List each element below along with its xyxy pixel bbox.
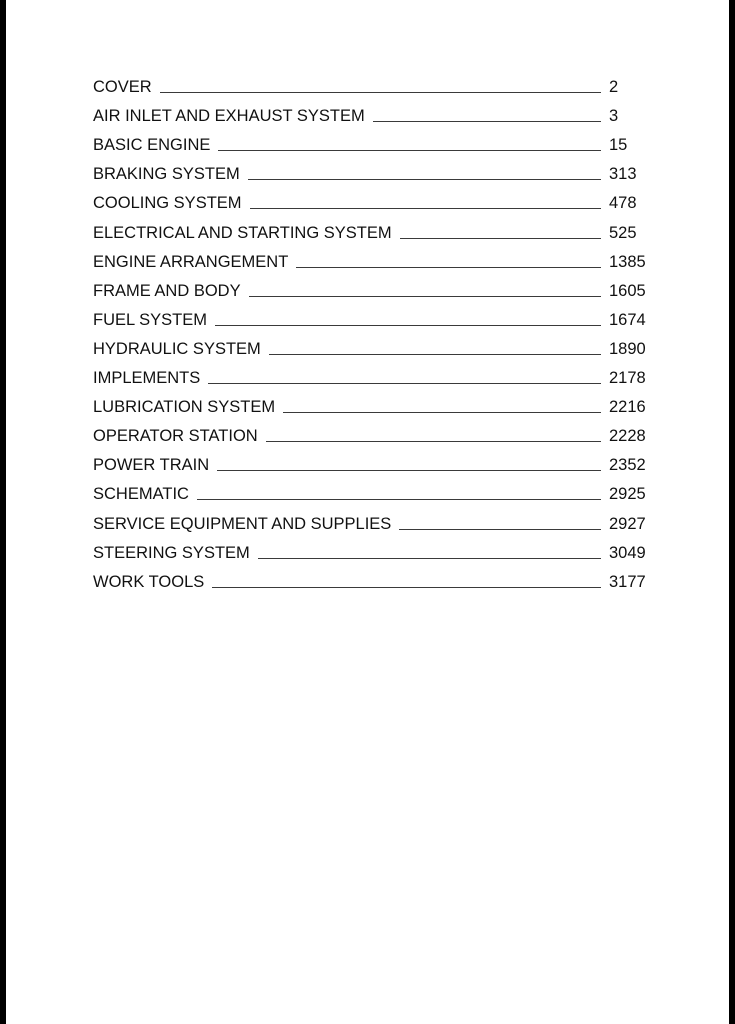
toc-entry-page-number[interactable]: 2925 <box>609 485 646 504</box>
toc-entry-title[interactable]: FRAME AND BODY <box>93 281 241 300</box>
toc-entry-page-number[interactable]: 2178 <box>609 369 646 388</box>
toc-entry-page-number[interactable]: 2228 <box>609 427 646 446</box>
toc-leader-line <box>212 587 601 588</box>
toc-entry-title[interactable]: ELECTRICAL AND STARTING SYSTEM <box>93 223 392 242</box>
toc-entry[interactable] <box>93 504 653 533</box>
toc-entry-page-number[interactable]: 3049 <box>609 543 646 562</box>
toc-leader-line <box>215 325 601 326</box>
toc-entry-title[interactable]: WORK TOOLS <box>93 572 205 591</box>
toc-leader-line <box>373 121 601 122</box>
toc-entry-title[interactable]: SCHEMATIC <box>93 485 189 504</box>
toc-leader-line <box>249 296 601 297</box>
toc-entry[interactable] <box>93 213 653 242</box>
toc-entry-title[interactable]: OPERATOR STATION <box>93 427 258 446</box>
toc-leader-line <box>250 208 601 209</box>
toc-entry-page-number[interactable]: 478 <box>609 194 637 213</box>
toc-leader-line <box>258 558 601 559</box>
toc-leader-line <box>269 354 601 355</box>
toc-entry[interactable] <box>93 68 653 97</box>
toc-leader-line <box>248 179 601 180</box>
toc-entry-title[interactable]: COVER <box>93 78 152 97</box>
toc-entry-title[interactable]: ENGINE ARRANGEMENT <box>93 252 289 271</box>
table-of-contents <box>93 68 653 592</box>
toc-entry-title[interactable]: HYDRAULIC SYSTEM <box>93 339 261 358</box>
toc-entry-title[interactable]: BRAKING SYSTEM <box>93 165 240 184</box>
toc-entry[interactable] <box>93 475 653 504</box>
toc-leader-line <box>217 470 601 471</box>
toc-leader-line <box>400 238 601 239</box>
toc-entry[interactable] <box>93 446 653 475</box>
toc-leader-line <box>208 383 601 384</box>
toc-entry[interactable] <box>93 330 653 359</box>
toc-entry[interactable] <box>93 243 653 272</box>
toc-entry-title[interactable]: COOLING SYSTEM <box>93 194 242 213</box>
toc-entry-title[interactable]: STEERING SYSTEM <box>93 543 250 562</box>
toc-entry-title[interactable]: AIR INLET AND EXHAUST SYSTEM <box>93 107 365 126</box>
toc-entry[interactable] <box>93 97 653 126</box>
toc-entry-title[interactable]: LUBRICATION SYSTEM <box>93 398 276 417</box>
toc-entry-page-number[interactable]: 2927 <box>609 514 646 533</box>
toc-entry-page-number[interactable]: 2352 <box>609 456 646 475</box>
toc-entry-page-number[interactable]: 3177 <box>609 572 646 591</box>
toc-entry[interactable] <box>93 563 653 592</box>
toc-entry-title[interactable]: SERVICE EQUIPMENT AND SUPPLIES <box>93 514 392 533</box>
toc-leader-line <box>266 441 601 442</box>
toc-entry-page-number[interactable]: 15 <box>609 136 628 155</box>
toc-leader-line <box>283 412 601 413</box>
toc-entry[interactable] <box>93 184 653 213</box>
document-page <box>6 0 729 1024</box>
toc-entry-page-number[interactable]: 1674 <box>609 310 646 329</box>
toc-entry[interactable] <box>93 417 653 446</box>
toc-leader-line <box>399 529 601 530</box>
toc-entry[interactable] <box>93 388 653 417</box>
toc-leader-line <box>160 92 601 93</box>
toc-entry-title[interactable]: POWER TRAIN <box>93 456 210 475</box>
toc-entry[interactable] <box>93 272 653 301</box>
toc-entry-title[interactable]: IMPLEMENTS <box>93 369 201 388</box>
toc-entry-page-number[interactable]: 1385 <box>609 252 646 271</box>
toc-entry[interactable] <box>93 534 653 563</box>
toc-leader-line <box>197 499 601 500</box>
toc-entry-page-number[interactable]: 1890 <box>609 339 646 358</box>
toc-entry-page-number[interactable]: 313 <box>609 165 637 184</box>
toc-entry[interactable] <box>93 155 653 184</box>
toc-entry-title[interactable]: BASIC ENGINE <box>93 136 211 155</box>
toc-entry[interactable] <box>93 359 653 388</box>
toc-entry-title[interactable]: FUEL SYSTEM <box>93 310 207 329</box>
toc-entry[interactable] <box>93 301 653 330</box>
toc-entry-page-number[interactable]: 2 <box>609 78 619 97</box>
toc-entry[interactable] <box>93 126 653 155</box>
toc-entry-page-number[interactable]: 1605 <box>609 281 646 300</box>
toc-leader-line <box>296 267 601 268</box>
toc-entry-page-number[interactable]: 525 <box>609 223 637 242</box>
toc-entry-page-number[interactable]: 3 <box>609 107 619 126</box>
toc-leader-line <box>218 150 601 151</box>
toc-entry-page-number[interactable]: 2216 <box>609 398 646 417</box>
